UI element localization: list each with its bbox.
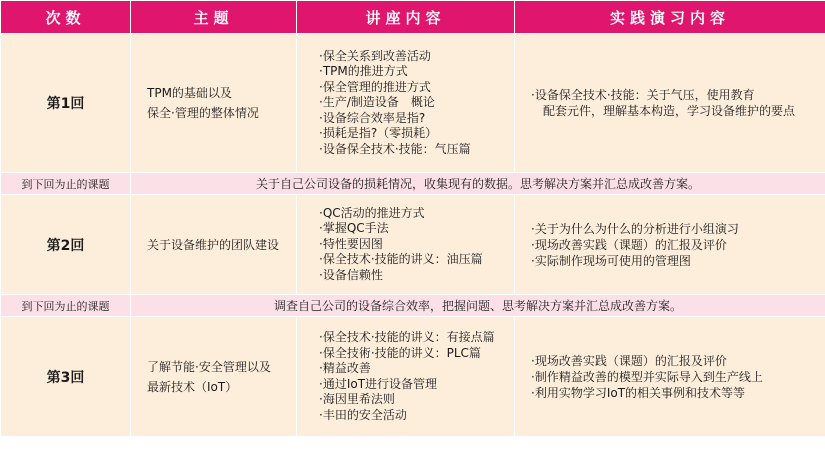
lecture-item: ·QC活动的推进方式 bbox=[319, 205, 425, 220]
session-number: 第3回 bbox=[1, 317, 131, 437]
lecture-item: ·生产/制造设备 概论 bbox=[319, 95, 435, 110]
practice-item: ·现场改善实践（课题）的汇报及评价 bbox=[531, 237, 727, 252]
lecture-item: ·损耗是指?（零损耗） bbox=[319, 126, 438, 141]
practice-item: ·现场改善实践（课题）的汇报及评价 bbox=[531, 353, 727, 368]
lecture-item: ·海因里希法则 bbox=[319, 392, 395, 406]
lecture-item: ·丰田的安全活动 bbox=[319, 407, 407, 422]
header-row bbox=[1, 1, 825, 34]
header-practice: 实践演习内容 bbox=[515, 1, 825, 34]
header-lecture: 讲座内容 bbox=[297, 1, 515, 34]
lecture-list bbox=[297, 195, 515, 295]
task-row-1 bbox=[1, 173, 825, 195]
lecture-item: ·保全技術·技能的讲义：PLC篇 bbox=[319, 345, 481, 360]
lecture-list bbox=[297, 317, 515, 437]
lecture-list bbox=[297, 34, 515, 173]
task-label: 到下回为止的课题 bbox=[1, 173, 131, 195]
task-label: 到下回为止的课题 bbox=[1, 295, 131, 317]
header-theme: 主题 bbox=[131, 1, 297, 34]
practice-item: 配套元件，理解基本构造，学习设备维护的要点 bbox=[531, 104, 796, 118]
lecture-item: ·保全管理的推进方式 bbox=[319, 79, 431, 94]
lecture-item: ·设备综合效率是指? bbox=[319, 110, 426, 125]
lecture-item: ·精益改善 bbox=[319, 361, 371, 375]
lecture-item: ·保全关系到改善活动 bbox=[319, 48, 431, 63]
theme-line: 最新技术（IoT） bbox=[147, 379, 238, 394]
lecture-item: ·设备信赖性 bbox=[319, 267, 383, 282]
lecture-item: ·保全技术·技能的讲义：有接点篇 bbox=[319, 330, 495, 344]
task-row-2 bbox=[1, 295, 825, 317]
practice-item: ·制作精益改善的模型并实际导入到生产线上 bbox=[531, 369, 763, 384]
practice-list bbox=[515, 195, 825, 295]
theme-line: TPM的基础以及 bbox=[147, 86, 232, 100]
practice-item: ·利用实物学习IoT的相关事例和技术等等 bbox=[531, 385, 746, 400]
session-row-2 bbox=[1, 195, 825, 295]
task-text: 关于自己公司设备的损耗情况，收集现有的数据。思考解决方案并汇总成改善方案。 bbox=[131, 173, 825, 195]
practice-list bbox=[515, 34, 825, 173]
lecture-item: ·通过IoT进行设备管理 bbox=[319, 376, 438, 391]
theme-line: 了解节能·安全管理以及 bbox=[147, 359, 271, 374]
theme-line: 保全·管理的整体情况 bbox=[147, 106, 259, 120]
session-theme bbox=[131, 34, 297, 173]
session-row-3 bbox=[1, 317, 825, 437]
session-theme bbox=[131, 317, 297, 437]
task-text: 调查自己公司的设备综合效率，把握问题、思考解决方案并汇总成改善方案。 bbox=[131, 295, 825, 317]
lecture-item: ·保全技术·技能的讲义：油压篇 bbox=[319, 252, 483, 267]
session-row-1 bbox=[1, 34, 825, 173]
session-theme bbox=[131, 195, 297, 295]
practice-list bbox=[515, 317, 825, 437]
lecture-item: ·设备保全技术·技能：气压篇 bbox=[319, 141, 471, 156]
lecture-item: ·特性要因图 bbox=[319, 236, 383, 251]
session-number: 第2回 bbox=[1, 195, 131, 295]
header-session: 次数 bbox=[1, 1, 131, 34]
theme-line: 关于设备维护的团队建设 bbox=[147, 237, 280, 252]
session-number: 第1回 bbox=[1, 34, 131, 173]
practice-item: ·实际制作现场可使用的管理图 bbox=[531, 253, 691, 268]
practice-item: ·设备保全技术·技能：关于气压，使用教育 bbox=[531, 88, 755, 102]
lecture-item: ·TPM的推进方式 bbox=[319, 64, 408, 79]
lecture-item: ·掌握QC手法 bbox=[319, 221, 389, 236]
practice-item: ·关于为什么为什么的分析进行小组演习 bbox=[531, 221, 739, 236]
